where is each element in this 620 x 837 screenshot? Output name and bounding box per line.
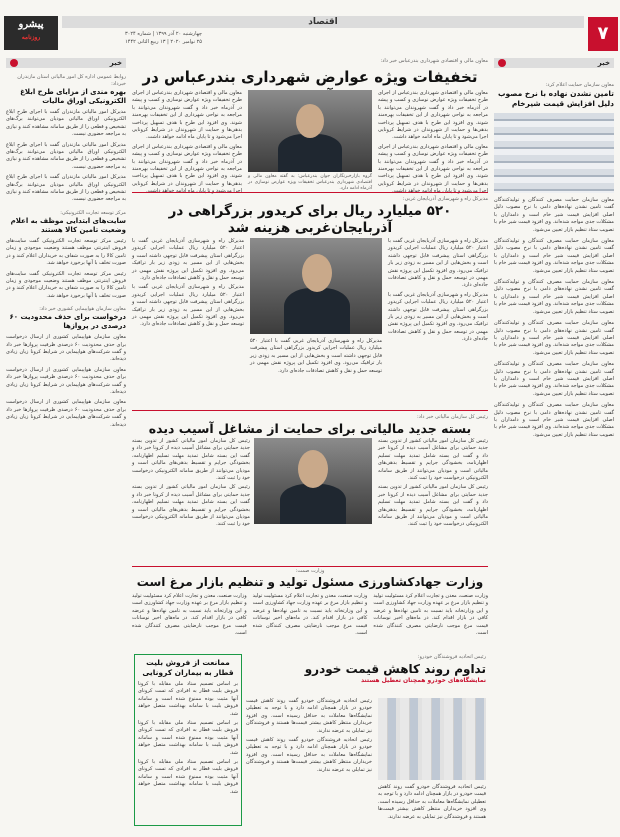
story5-kicker: رئیس اتحادیه فروشندگان خودرو:: [417, 654, 486, 660]
page-header: [0, 0, 620, 58]
story2-text-left: [132, 238, 244, 329]
story2-text-under: [250, 338, 382, 375]
story2-text-right: [388, 238, 488, 344]
box-body-3: بر اساس تصمیم ستاد ملی مقابله با کرونا فروش بلیت قطار به افرادی که تست کرونای آنها مثبت بوده ممنوع شده است و سامانه فروش بلیت با سامانه بهداشت متصل خواهد شد.: [138, 759, 238, 795]
story5-headline: تداوم روند کاهش قیمت خودرو: [304, 662, 486, 676]
right-body-4: معاون سازمان حمایت مصرف کنندگان و تولیدکنندگان گفت تامین نشدن نهاده‌های دامی با نرخ مصوب دلیل اصلی افزایش قیمت شیر خام است و دامداران با مشکلات جدی مواجه شده‌اند. وی افزود قیمت شیر خام با تصویب ستاد تنظیم بازار تعیین می‌شود.: [494, 320, 614, 356]
story-tax: [132, 414, 488, 564]
left-kicker-3: معاون سازمان هواپیمایی کشوری خبر داد:: [39, 306, 126, 313]
lead-body-1: معاون مالی و اقتصادی شهرداری بندرعباس از اجرای طرح تخفیفات ویژه عوارض نوسازی و کسب و پیشه در آذرماه خبر داد و گفت شهروندان می‌توانند با مراجعه به نواحی شهرداری از این تخفیفات بهره‌مند شوند. وی افزود این طرح با هدف تسهیل پرداخت بدهی‌ها و حمایت از شهروندان در شرایط کرونایی اجرا می‌شود و تا پایان ماه ادامه خواهد داشت.: [378, 90, 488, 141]
right-column-tag: [494, 58, 614, 68]
right-kicker: معاون سازمان حمایت اعلام کرد:: [545, 82, 614, 88]
right-column: [494, 58, 614, 828]
story4-body-1: وزارت صنعت، معدن و تجارت اعلام کرد مسئولیت تولید و تنظیم بازار مرغ بر عهده وزارت جهاد کشاورزی است و این وزارتخانه باید نسبت به تامین نهاده‌ها و عرضه کافی در بازار اقدام کند. در ماه‌های اخیر نوسانات قیمت مرغ موجب نارضایتی مصرف کنندگان شده است.: [373, 593, 488, 637]
person-face: [298, 450, 328, 488]
left-body-5: رئیس مرکز توسعه تجارت الکترونیکی گفت سایت‌های فروش اینترنتی موظف هستند وضعیت موجودی و زمان تامین کالا را به صورت شفاف به خریداران اعلام کنند و در صورت تخلف با آنها برخورد خواهد شد.: [6, 270, 126, 299]
story4-columns: [132, 593, 488, 637]
left-headline-3: درخواست برای حذف محدودیت ۶۰ درصدی در پروازها: [9, 313, 126, 331]
left-column-tag: [6, 58, 126, 68]
dairy-photo: [494, 113, 614, 193]
story5-subtitle: نمایشگاه‌های خودرو همچنان تعطیل هستند: [360, 677, 486, 684]
left-body-8: معاون سازمان هواپیمایی کشوری از ارسال درخواست برای حذف محدودیت ۶۰ درصدی ظرفیت پروازها خبر داد و گفت شرکت‌های هواپیمایی در شرایط کرونا زیان زیادی دیده‌اند.: [6, 399, 126, 428]
right-body-5: معاون سازمان حمایت مصرف کنندگان و تولیدکنندگان گفت تامین نشدن نهاده‌های دامی با نرخ مصوب دلیل اصلی افزایش قیمت شیر خام است و دامداران با مشکلات جدی مواجه شده‌اند. وی افزود قیمت شیر خام با تصویب ستاد تنظیم بازار تعیین می‌شود.: [494, 361, 614, 397]
lead-photo: [248, 90, 372, 172]
left-kicker-2: مرکز توسعه تجارت الکترونیکی:: [60, 209, 126, 216]
left-body-3: مدیرکل امور مالیاتی مازندران گفت با اجرای طرح ابلاغ الکترونیکی اوراق مالیاتی مودیان می‌توانند برگ‌های تشخیص و قطعی را از طریق سامانه مشاهده کنند و نیازی به مراجعه حضوری نیست.: [6, 174, 126, 203]
lead-caption-wrap: [248, 174, 372, 192]
story4-headline: وزارت جهادکشاورزی مسئول تولید و تنظیم بازار مرغ است: [136, 575, 484, 589]
lead-headline: تخفیفات ویژه عوارض شهرداری بندرعباس در: [142, 68, 478, 86]
person-figure: [280, 484, 346, 524]
lead-story: [132, 58, 488, 195]
story2-photo: [250, 238, 382, 334]
issue-dates: [62, 30, 202, 46]
left-body-6: معاون سازمان هواپیمایی کشوری از ارسال درخواست برای حذف محدودیت ۶۰ درصدی ظرفیت پروازها خبر داد و گفت شرکت‌های هواپیمایی در شرایط کرونا زیان زیادی دیده‌اند.: [6, 334, 126, 363]
lead-body-4: معاون مالی و اقتصادی شهرداری بندرعباس از اجرای طرح تخفیفات ویژه عوارض نوسازی و کسب و پیشه در آذرماه خبر داد و گفت شهروندان می‌توانند با مراجعه به نواحی شهرداری از این تخفیفات بهره‌مند شوند. وی افزود این طرح با هدف تسهیل پرداخت بدهی‌ها و حمایت از شهروندان در شرایط کرونایی اجرا می‌شود و تا پایان ماه ادامه خواهد داشت.: [132, 143, 242, 195]
left-headline-2: سایت‌های ابتدایی موظف به اعلام وضعیت تامین کالا هستند: [10, 216, 126, 234]
lead-text-right: [378, 90, 488, 196]
lead-kicker: معاون مالی و اقتصادی شهرداری بندرعباس خبر داد:: [380, 58, 488, 64]
right-headline: تامین نشدن نهاده با نرخ مصوب دلیل افزایش قیمت شیرخام: [498, 89, 614, 108]
left-body-2: مدیرکل امور مالیاتی مازندران گفت با اجرای طرح ابلاغ الکترونیکی اوراق مالیاتی مودیان می‌توانند برگ‌های تشخیص و قطعی را از طریق سامانه مشاهده کنند و نیازی به مراجعه حضوری نیست.: [6, 141, 126, 170]
story3-text-left: [132, 438, 250, 529]
story5-text-under: [378, 784, 486, 821]
right-body-2: معاون سازمان حمایت مصرف کنندگان و تولیدکنندگان گفت تامین نشدن نهاده‌های دامی با نرخ مصوب دلیل اصلی افزایش قیمت شیر خام است و دامداران با مشکلات جدی مواجه شده‌اند. وی افزود قیمت شیر خام با تصویب ستاد تنظیم بازار تعیین می‌شود.: [494, 238, 614, 274]
train-ticket-box: [134, 654, 242, 826]
story-highway: [132, 196, 488, 406]
story4-kicker: وزارت صمت:: [295, 568, 325, 574]
divider: [132, 566, 488, 567]
story3-body-1: رئیس کل سازمان امور مالیاتی کشور از تدوین بسته جدید حمایتی برای مشاغل آسیب دیده از کرونا خبر داد و گفت این بسته شامل تمدید مهلت تسلیم اظهارنامه، بخشودگی جرایم و تقسیط بدهی‌های مالیاتی است و مودیان می‌توانند از طریق سامانه الکترونیکی درخواست خود را ثبت کنند.: [378, 438, 488, 482]
story3-body-2: رئیس کل سازمان امور مالیاتی کشور از تدوین بسته جدید حمایتی برای مشاغل آسیب دیده از کرونا خبر داد و گفت این بسته شامل تمدید مهلت تسلیم اظهارنامه، بخشودگی جرایم و تقسیط بدهی‌های مالیاتی است و مودیان می‌توانند از طریق سامانه الکترونیکی درخواست خود را ثبت کنند.: [378, 484, 488, 528]
lead-caption: گروه بازارخبرنگاران جوان بندرعباس: به گفته معاون مالی و اقتصادی شهرداری بندرعباس تخفیفات ویژه عوارض نوسازی در آذرماه ادامه دارد.: [248, 174, 372, 191]
box-headline: ممانعت از فروش بلیت قطار به بیماران کرونایی: [142, 658, 234, 677]
story3-photo: [254, 438, 372, 524]
bullet-icon: [10, 59, 18, 67]
cars-photo: [378, 698, 486, 780]
logo-main: پیشرو: [18, 19, 44, 30]
person-face: [296, 104, 324, 138]
left-body-7: معاون سازمان هواپیمایی کشوری از ارسال درخواست برای حذف محدودیت ۶۰ درصدی ظرفیت پروازها خبر داد و گفت شرکت‌های هواپیمایی در شرایط کرونا زیان زیادی دیده‌اند.: [6, 366, 126, 395]
story5-body-2: رئیس اتحادیه فروشندگان خودرو گفت روند کاهش قیمت خودرو در بازار همچنان ادامه دارد و با توجه به تعطیلی نمایشگاه‌ها معاملات به حداقل رسیده است. وی افزود خریداران منتظر کاهش بیشتر قیمت‌ها هستند و فروشندگان نیز تمایلی به عرضه ندارند.: [246, 737, 372, 773]
section-title: اقتصاد: [62, 16, 584, 28]
person-face: [302, 254, 332, 292]
person-figure: [284, 288, 350, 334]
left-headline-1: بهره مندی از مزایای طرح ابلاغ الکترونیکی اوراق مالیات: [20, 88, 126, 105]
story4-body-2: وزارت صنعت، معدن و تجارت اعلام کرد مسئولیت تولید و تنظیم بازار مرغ بر عهده وزارت جهاد کشاورزی است و این وزارتخانه باید نسبت به تامین نهاده‌ها و عرضه کافی در بازار اقدام کند. در ماه‌های اخیر نوسانات قیمت مرغ موجب نارضایتی مصرف کنندگان شده است.: [252, 593, 368, 637]
page-number: ۷: [588, 17, 618, 51]
logo-sub: روزنامه: [21, 34, 41, 41]
divider: [132, 192, 488, 193]
lead-text-left: [132, 90, 242, 196]
right-body-1: معاون سازمان حمایت مصرف کنندگان و تولیدکنندگان گفت تامین نشدن نهاده‌های دامی با نرخ مصوب دلیل اصلی افزایش قیمت شیر خام است و دامداران با مشکلات جدی مواجه شده‌اند. وی افزود قیمت شیر خام با تصویب ستاد تنظیم بازار تعیین می‌شود.: [494, 197, 614, 233]
box-body-2: بر اساس تصمیم ستاد ملی مقابله با کرونا فروش بلیت قطار به افرادی که تست کرونای آنها مثبت بوده ممنوع شده است و سامانه فروش بلیت با سامانه بهداشت متصل خواهد شد.: [138, 720, 238, 756]
story3-body-3: رئیس کل سازمان امور مالیاتی کشور از تدوین بسته جدید حمایتی برای مشاغل آسیب دیده از کرونا خبر داد و گفت این بسته شامل تمدید مهلت تسلیم اظهارنامه، بخشودگی جرایم و تقسیط بدهی‌های مالیاتی است و مودیان می‌توانند از طریق سامانه الکترونیکی درخواست خود را ثبت کنند.: [132, 438, 250, 482]
story2-body-2: مدیرکل راه و شهرسازی آذربایجان غربی گفت با اعتبار ۵۲۰ میلیارد ریال عملیات اجرایی کریدور بزرگراهی استان پیشرفت قابل توجهی داشته است و بخش‌هایی از این مسیر به زودی زیر بار ترافیک می‌رود. وی افزود تکمیل این پروژه نقش مهمی در توسعه حمل و نقل و کاهش تصادفات جاده‌ای دارد.: [388, 291, 488, 343]
lead-body-2: معاون مالی و اقتصادی شهرداری بندرعباس از اجرای طرح تخفیفات ویژه عوارض نوسازی و کسب و پیشه در آذرماه خبر داد و گفت شهروندان می‌توانند با مراجعه به نواحی شهرداری از این تخفیفات بهره‌مند شوند. وی افزود این طرح با هدف تسهیل پرداخت بدهی‌ها و حمایت از شهروندان در شرایط کرونایی اجرا می‌شود و تا پایان ماه ادامه خواهد داشت.: [378, 143, 488, 195]
person-figure: [278, 134, 342, 172]
story3-headline: بسته جدید مالیاتی برای حمایت از مشاغل آسیب دیده: [148, 421, 472, 436]
right-body-6: معاون سازمان حمایت مصرف کنندگان و تولیدکنندگان گفت تامین نشدن نهاده‌های دامی با نرخ مصوب دلیل اصلی افزایش قیمت شیر خام است و دامداران با مشکلات جدی مواجه شده‌اند. وی افزود قیمت شیر خام با تصویب ستاد تنظیم بازار تعیین می‌شود.: [494, 402, 614, 438]
left-body-4: رئیس مرکز توسعه تجارت الکترونیکی گفت سایت‌های فروش اینترنتی موظف هستند وضعیت موجودی و زمان تامین کالا را به صورت شفاف به خریداران اعلام کنند و در صورت تخلف با آنها برخورد خواهد شد.: [6, 237, 126, 267]
story4-body-3: وزارت صنعت، معدن و تجارت اعلام کرد مسئولیت تولید و تنظیم بازار مرغ بر عهده وزارت جهاد کشاورزی است و این وزارتخانه باید نسبت به تامین نهاده‌ها و عرضه کافی در بازار اقدام کند. در ماه‌های اخیر نوسانات قیمت مرغ موجب نارضایتی مصرف کنندگان شده است.: [131, 593, 247, 637]
divider: [132, 410, 488, 411]
story5-text: [246, 698, 372, 774]
left-kicker-1: روابط عمومی اداره کل امور مالیاتی استان مازندران خبرداد:: [17, 74, 126, 87]
story2-body-4: مدیرکل راه و شهرسازی آذربایجان غربی گفت با اعتبار ۵۲۰ میلیارد ریال عملیات اجرایی کریدور بزرگراهی استان پیشرفت قابل توجهی داشته است و بخش‌هایی از این مسیر به زودی زیر بار ترافیک می‌رود. وی افزود تکمیل این پروژه نقش مهمی در توسعه حمل و نقل و کاهش تصادفات جاده‌ای دارد.: [132, 238, 244, 282]
story2-body-1: مدیرکل راه و شهرسازی آذربایجان غربی گفت با اعتبار ۵۲۰ میلیارد ریال عملیات اجرایی کریدور بزرگراهی استان پیشرفت قابل توجهی داشته است و بخش‌هایی از این مسیر به زودی زیر بار ترافیک می‌رود. وی افزود تکمیل این پروژه نقش مهمی در توسعه حمل و نقل و کاهش تصادفات جاده‌ای دارد.: [388, 238, 488, 289]
story3-text-right: [378, 438, 488, 529]
date-line-2: ۲۵ نوامبر ۲۰۲۰ | ۱۳ ربیع الثانی ۱۴۴۲: [125, 39, 202, 45]
story5-body-1: رئیس اتحادیه فروشندگان خودرو گفت روند کاهش قیمت خودرو در بازار همچنان ادامه دارد و با توجه به تعطیلی نمایشگاه‌ها معاملات به حداقل رسیده است. وی افزود خریداران منتظر کاهش بیشتر قیمت‌ها هستند و فروشندگان نیز تمایلی به عرضه ندارند.: [246, 698, 372, 734]
story2-kicker: مدیرکل راه و شهرسازی آذربایجان غربی:: [402, 196, 488, 202]
story3-kicker: رئیس کل سازمان مالیاتی خبر داد:: [416, 414, 488, 420]
date-line-1: چهارشنبه ۲۰ آذر ۱۳۹۹ | شماره ۳۰۲۴: [125, 31, 202, 37]
left-body-1: مدیرکل امور مالیاتی مازندران گفت با اجرای طرح ابلاغ الکترونیکی اوراق مالیاتی مودیان می‌توانند برگ‌های تشخیص و قطعی را از طریق سامانه مشاهده کنند و نیازی به مراجعه حضوری نیست.: [6, 109, 126, 138]
story2-headline: ۵۲۰ میلیارد ریال برای کریدور بزرگراهی در آذربایجان‌غربی هزینه شد: [168, 203, 452, 236]
right-tag-label: خبر: [597, 59, 610, 67]
story-poultry: [132, 568, 488, 650]
box-body-1: بر اساس تصمیم ستاد ملی مقابله با کرونا فروش بلیت قطار به افرادی که تست کرونای آنها مثبت بوده ممنوع شده است و سامانه فروش بلیت با سامانه بهداشت متصل خواهد شد.: [138, 681, 238, 717]
story2-body-5: مدیرکل راه و شهرسازی آذربایجان غربی گفت با اعتبار ۵۲۰ میلیارد ریال عملیات اجرایی کریدور بزرگراهی استان پیشرفت قابل توجهی داشته است و بخش‌هایی از این مسیر به زودی زیر بار ترافیک می‌رود. وی افزود تکمیل این پروژه نقش مهمی در توسعه حمل و نقل و کاهش تصادفات جاده‌ای دارد.: [132, 284, 244, 328]
story3-body-4: رئیس کل سازمان امور مالیاتی کشور از تدوین بسته جدید حمایتی برای مشاغل آسیب دیده از کرونا خبر داد و گفت این بسته شامل تمدید مهلت تسلیم اظهارنامه، بخشودگی جرایم و تقسیط بدهی‌های مالیاتی است و مودیان می‌توانند از طریق سامانه الکترونیکی درخواست خود را ثبت کنند.: [132, 484, 250, 528]
story2-body-3: مدیرکل راه و شهرسازی آذربایجان غربی گفت با اعتبار ۵۲۰ میلیارد ریال عملیات اجرایی کریدور بزرگراهی استان پیشرفت قابل توجهی داشته است و بخش‌هایی از این مسیر به زودی زیر بار ترافیک می‌رود. وی افزود تکمیل این پروژه نقش مهمی در توسعه حمل و نقل و کاهش تصادفات جاده‌ای دارد.: [250, 338, 382, 374]
bullet-icon: [498, 59, 506, 67]
right-body-3: معاون سازمان حمایت مصرف کنندگان و تولیدکنندگان گفت تامین نشدن نهاده‌های دامی با نرخ مصوب دلیل اصلی افزایش قیمت شیر خام است و دامداران با مشکلات جدی مواجه شده‌اند. وی افزود قیمت شیر خام با تصویب ستاد تنظیم بازار تعیین می‌شود.: [494, 279, 614, 315]
newspaper-logo: [4, 16, 58, 50]
left-column: [6, 58, 126, 828]
lead-body-3: معاون مالی و اقتصادی شهرداری بندرعباس از اجرای طرح تخفیفات ویژه عوارض نوسازی و کسب و پیشه در آذرماه خبر داد و گفت شهروندان می‌توانند با مراجعه به نواحی شهرداری از این تخفیفات بهره‌مند شوند. وی افزود این طرح با هدف تسهیل پرداخت بدهی‌ها و حمایت از شهروندان در شرایط کرونایی اجرا می‌شود و تا پایان ماه ادامه خواهد داشت.: [132, 90, 242, 141]
story-cars: [246, 654, 486, 830]
left-tag-label: خبر: [109, 59, 122, 67]
story5-body-3: رئیس اتحادیه فروشندگان خودرو گفت روند کاهش قیمت خودرو در بازار همچنان ادامه دارد و با توجه به تعطیلی نمایشگاه‌ها معاملات به حداقل رسیده است. وی افزود خریداران منتظر کاهش بیشتر قیمت‌ها هستند و فروشندگان نیز تمایلی به عرضه ندارند.: [378, 784, 486, 820]
